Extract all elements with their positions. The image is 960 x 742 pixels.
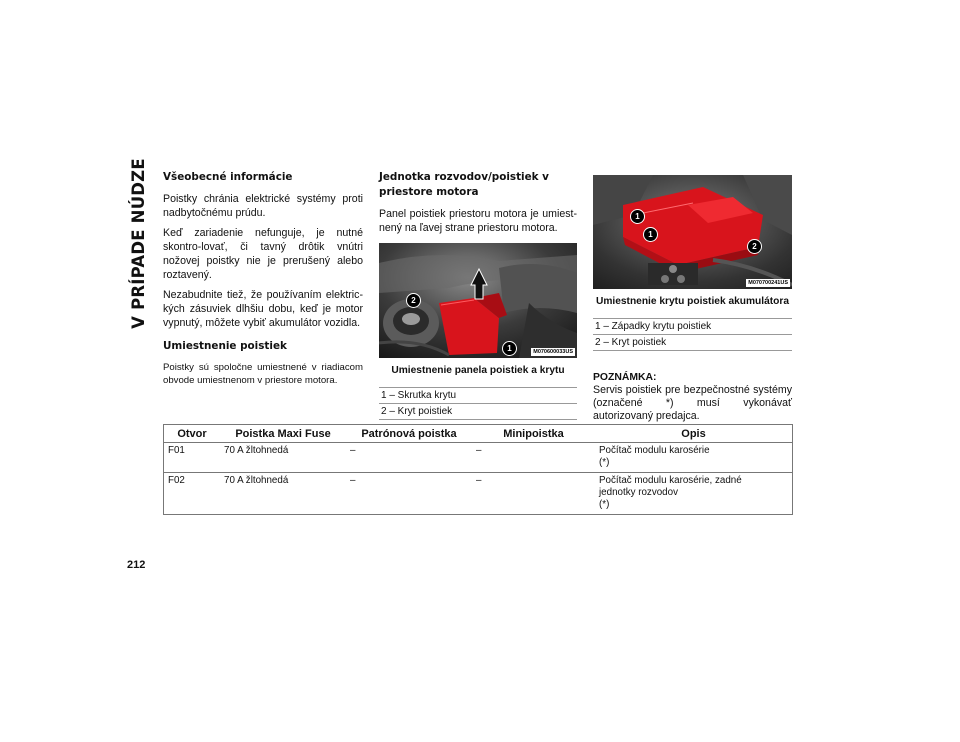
column-header-mini: Minipoistka <box>472 425 595 443</box>
column-general-info <box>163 170 363 393</box>
paragraph-check-fuse: Keď zariadenie nefunguje, je nutné skontro-lovať, či tavný drôtik vnútri nožovej poistky nie je prerušený alebo roztavený. <box>163 227 363 281</box>
cell-maxi: 70 A žltohnedá <box>220 443 346 473</box>
cell-mini: – <box>472 443 595 473</box>
legend-item: 1 – Skrutka krytu <box>379 388 577 404</box>
cell-patron: – <box>346 473 472 515</box>
image-code: M070600033US <box>533 349 573 355</box>
callout-1-top: 1 <box>630 209 645 224</box>
column-battery-fuse-cover <box>593 175 792 423</box>
legend-engine-fuse-panel <box>379 387 577 420</box>
table-row <box>164 473 793 515</box>
cell-otvor: F01 <box>164 443 221 473</box>
note-text: Servis poistiek pre bezpečnostné systémy (označené *) musí vykonávať autorizovaný predajca. <box>593 384 792 422</box>
cell-opis-line: jednotky rozvodov <box>599 487 678 498</box>
cell-opis-line: Počítač modulu karosérie, zadné <box>599 475 742 486</box>
callout-2: 2 <box>747 239 762 254</box>
paragraph-battery-drain: Nezabudnite tiež, že používaním elektric-kých zásuviek dlhšiu dobu, keď je motor vypnutý, môžete vybiť akumulátor vozidla. <box>163 289 363 329</box>
section-tab <box>118 157 158 329</box>
cell-opis-line: (*) <box>599 499 610 510</box>
paragraph-fuses-protect: Poistky chránia elektrické systémy proti nadbytočnému prúdu. <box>163 193 363 219</box>
cell-mini: – <box>472 473 595 515</box>
legend-item: 1 – Západky krytu poistiek <box>593 319 792 335</box>
caption-battery-fuse-cover: Umiestnenie krytu poistiek akumulátora <box>595 296 790 307</box>
page-number: 212 <box>127 559 146 571</box>
cell-opis-line: (*) <box>599 457 610 468</box>
cell-opis <box>595 473 793 515</box>
column-engine-fuse-panel <box>379 170 577 420</box>
callout-2: 2 <box>406 293 421 308</box>
legend-battery-fuse-cover <box>593 318 792 351</box>
heading-engine-fuse-unit: Jednotka rozvodov/poistiek v priestore motora <box>379 171 549 198</box>
image-code: M070700241US <box>748 280 788 286</box>
cell-otvor: F02 <box>164 473 221 515</box>
column-header-otvor: Otvor <box>164 425 221 443</box>
column-header-opis: Opis <box>595 425 793 443</box>
engine-fuse-panel-photo <box>379 243 577 358</box>
cell-opis-line: Počítač modulu karosérie <box>599 445 710 456</box>
callout-1: 1 <box>502 341 517 356</box>
column-header-maxi: Poistka Maxi Fuse <box>220 425 346 443</box>
fuse-table <box>163 424 793 515</box>
paragraph-panel-location: Panel poistiek priestoru motora je umiest-nený na ľavej strane priestoru motora. <box>379 208 577 234</box>
legend-item: 2 – Kryt poistiek <box>593 335 792 351</box>
cell-opis <box>595 443 793 473</box>
table-header-row <box>164 425 793 443</box>
legend-item: 2 – Kryt poistiek <box>379 404 577 420</box>
note-title: POZNÁMKA: <box>593 372 657 383</box>
cell-patron: – <box>346 443 472 473</box>
battery-fuse-illustration <box>593 175 792 289</box>
heading-general-info: Všeobecné informácie <box>163 171 293 183</box>
table-row <box>164 443 793 473</box>
section-tab-label: V PRÍPADE NÚDZE <box>128 157 148 329</box>
column-header-patron: Patrónová poistka <box>346 425 472 443</box>
battery-fuse-cover-photo <box>593 175 792 289</box>
callout-1-bottom: 1 <box>643 227 658 242</box>
heading-fuse-location: Umiestnenie poistiek <box>163 340 287 352</box>
paragraph-fuse-location: Poistky sú spoločne umiestnené v riadiacom obvode umiestnenom v priestore motora. <box>163 362 363 386</box>
cell-maxi: 70 A žltohnedá <box>220 473 346 515</box>
caption-engine-fuse-panel: Umiestnenie panela poistiek a krytu <box>391 365 565 376</box>
